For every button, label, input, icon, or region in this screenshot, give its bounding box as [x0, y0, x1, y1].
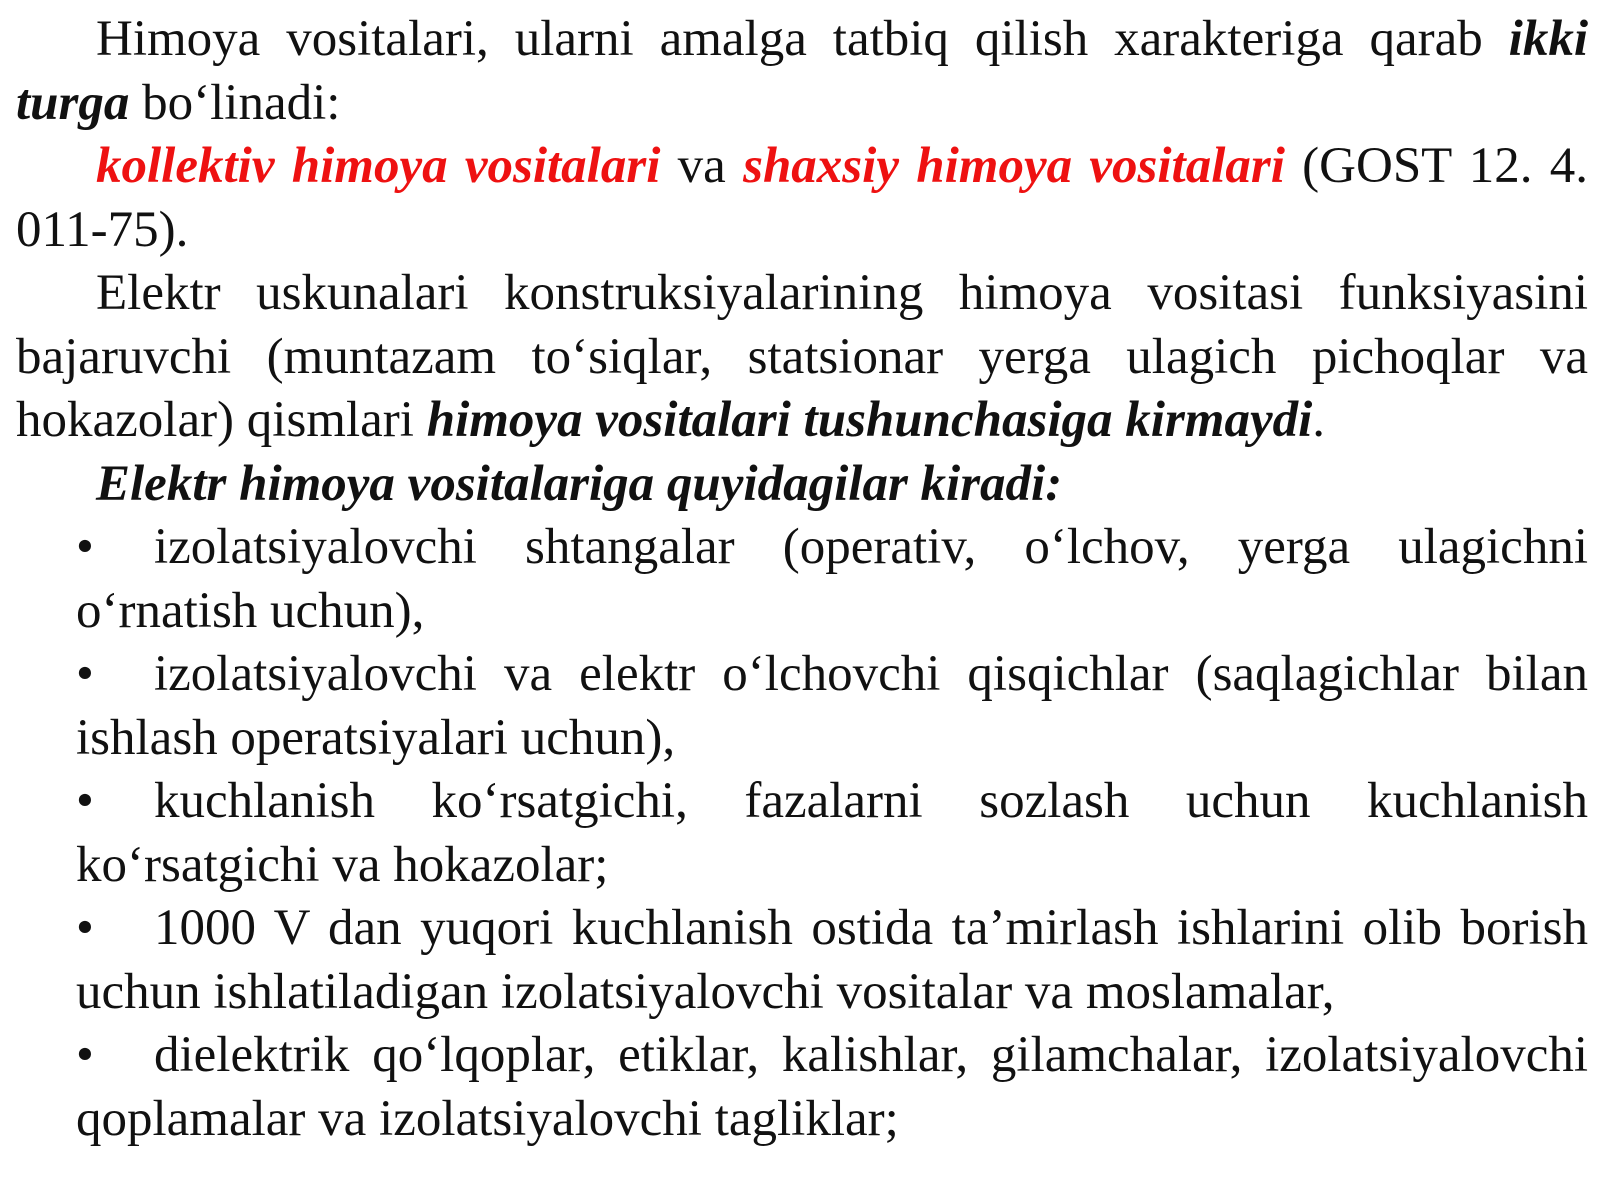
paragraph-text: Elektr uskunalari konstruksiyalarining himoya vositasi funksiyasini bajaruvchi (muntazam to‘siqlar, statsionar yerga ulagich pichoqlar va hokazolar) qismlari	[16, 265, 1588, 448]
list-item	[76, 516, 1588, 643]
list-item-text: izolatsiyalovchi shtangalar (operativ, o‘lchov, yerga ulagichni o‘rnatish uchun),	[76, 519, 1588, 639]
emphasis-not-included: himoya vositalari tushunchasiga kirmaydi	[426, 392, 1313, 448]
gost-reference: (GOST 12. 4. 011-75).	[16, 138, 1588, 258]
bullet-icon: •	[76, 519, 94, 575]
bullet-icon: •	[76, 646, 94, 702]
paragraph-text: .	[1312, 392, 1326, 448]
bullet-icon: •	[76, 1027, 94, 1083]
protection-means-list	[16, 516, 1588, 1151]
paragraph-text: va	[660, 138, 744, 194]
emphasis-collective-protection: kollektiv himoya vositalari	[96, 138, 661, 194]
emphasis-two-types: ikki turga	[16, 11, 1588, 131]
list-item-text: dielektrik qo‘lqoplar, etiklar, kalishlar, gilamchalar, izolatsiyalovchi qoplamalar va izolatsiyalovchi tagliklar;	[76, 1027, 1588, 1147]
list-item-text: izolatsiyalovchi va elektr o‘lchovchi qisqichlar (saqlagichlar bilan ishlash operatsiyalari uchun),	[76, 646, 1588, 766]
list-item-text: 1000 V dan yuqori kuchlanish ostida ta’mirlash ishlarini olib borish uchun ishlatiladigan izolatsiyalovchi vositalar va moslamalar,	[76, 900, 1588, 1020]
bullet-icon: •	[76, 773, 94, 829]
paragraph-text: Himoya vositalari, ularni amalga tatbiq qilish xarakteriga qarab	[96, 11, 1509, 67]
emphasis-personal-protection: shaxsiy himoya vositalari	[743, 138, 1285, 194]
paragraph-text: bo‘linadi:	[129, 74, 341, 131]
list-heading: Elektr himoya vositalariga quyidagilar kiradi:	[96, 455, 1063, 512]
list-item	[76, 643, 1588, 770]
list-item	[76, 770, 1588, 897]
document-body	[16, 8, 1588, 1151]
list-item	[76, 897, 1588, 1024]
bullet-icon: •	[76, 900, 94, 956]
list-item	[76, 1024, 1588, 1151]
paragraph-protection-types	[16, 8, 1588, 135]
paragraph-collective-personal	[16, 135, 1588, 262]
list-item-text: kuchlanish ko‘rsatgichi, fazalarni sozlash uchun kuchlanish ko‘rsatgichi va hokazolar;	[76, 773, 1588, 893]
paragraph-equipment-parts	[16, 262, 1588, 453]
